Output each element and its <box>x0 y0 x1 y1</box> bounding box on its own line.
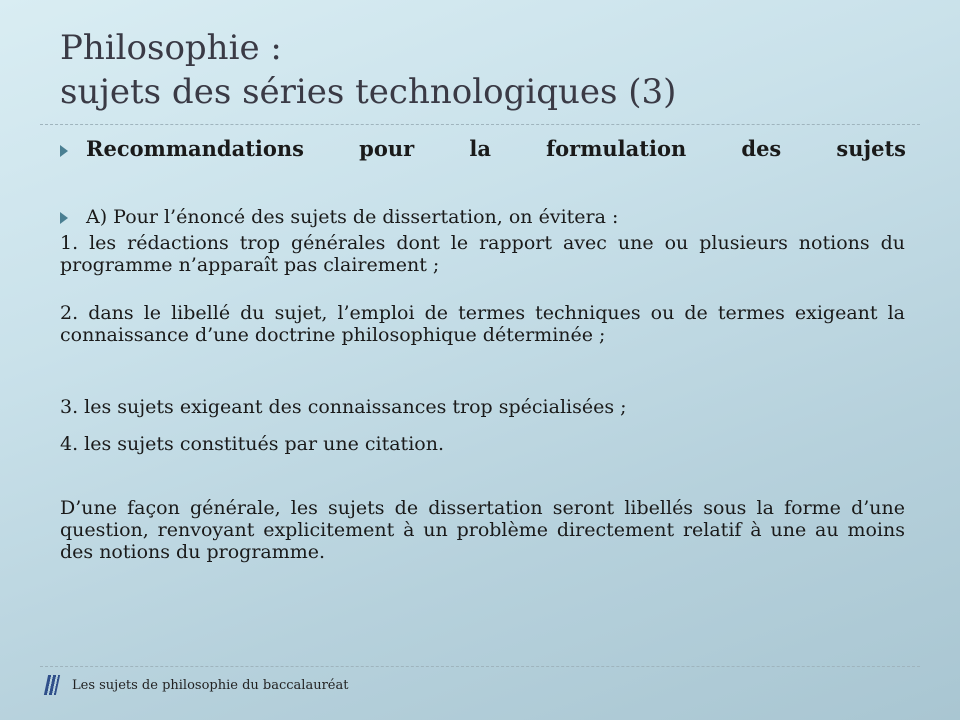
bullet-heading <box>60 136 906 161</box>
section-heading <box>86 136 906 161</box>
bullet-a <box>60 206 618 228</box>
triangle-bullet-icon <box>60 212 68 224</box>
heading-word: la <box>469 136 491 161</box>
conclusion-paragraph: D’une façon générale, les sujets de dissertation seront libellés sous la forme d’une question, renvoyant explicitement à un problème directement relatif à une au moins des notions du programme. <box>60 497 905 563</box>
heading-word: pour <box>359 136 415 161</box>
list-item-1: 1. les rédactions trop générales dont le rapport avec une ou plusieurs notions du programme n’apparaît pas clairement ; <box>60 232 905 276</box>
slide-title-line-2: sujets des séries technologiques (3) <box>60 72 677 112</box>
heading-word: formulation <box>546 136 687 161</box>
footer-divider <box>40 666 920 667</box>
list-item-3: 3. les sujets exigeant des connaissances trop spécialisées ; <box>60 396 627 418</box>
slanted-bars-icon <box>44 675 60 695</box>
bullet-a-text: A) Pour l’énoncé des sujets de dissertation, on évitera : <box>86 206 619 228</box>
heading-word: sujets <box>836 136 906 161</box>
list-item-2: 2. dans le libellé du sujet, l’emploi de termes techniques ou de termes exigeant la connaissance d’une doctrine philosophique déterminée ; <box>60 302 905 346</box>
slide-title <box>60 26 920 114</box>
title-divider <box>40 124 920 125</box>
footer <box>46 675 348 695</box>
list-item-4: 4. les sujets constitués par une citation. <box>60 433 444 455</box>
slide-title-line-1: Philosophie : <box>60 28 282 68</box>
triangle-bullet-icon <box>60 145 68 157</box>
footer-text: Les sujets de philosophie du baccalauréat <box>72 677 349 693</box>
heading-word: Recommandations <box>86 136 304 161</box>
heading-word: des <box>741 136 782 161</box>
